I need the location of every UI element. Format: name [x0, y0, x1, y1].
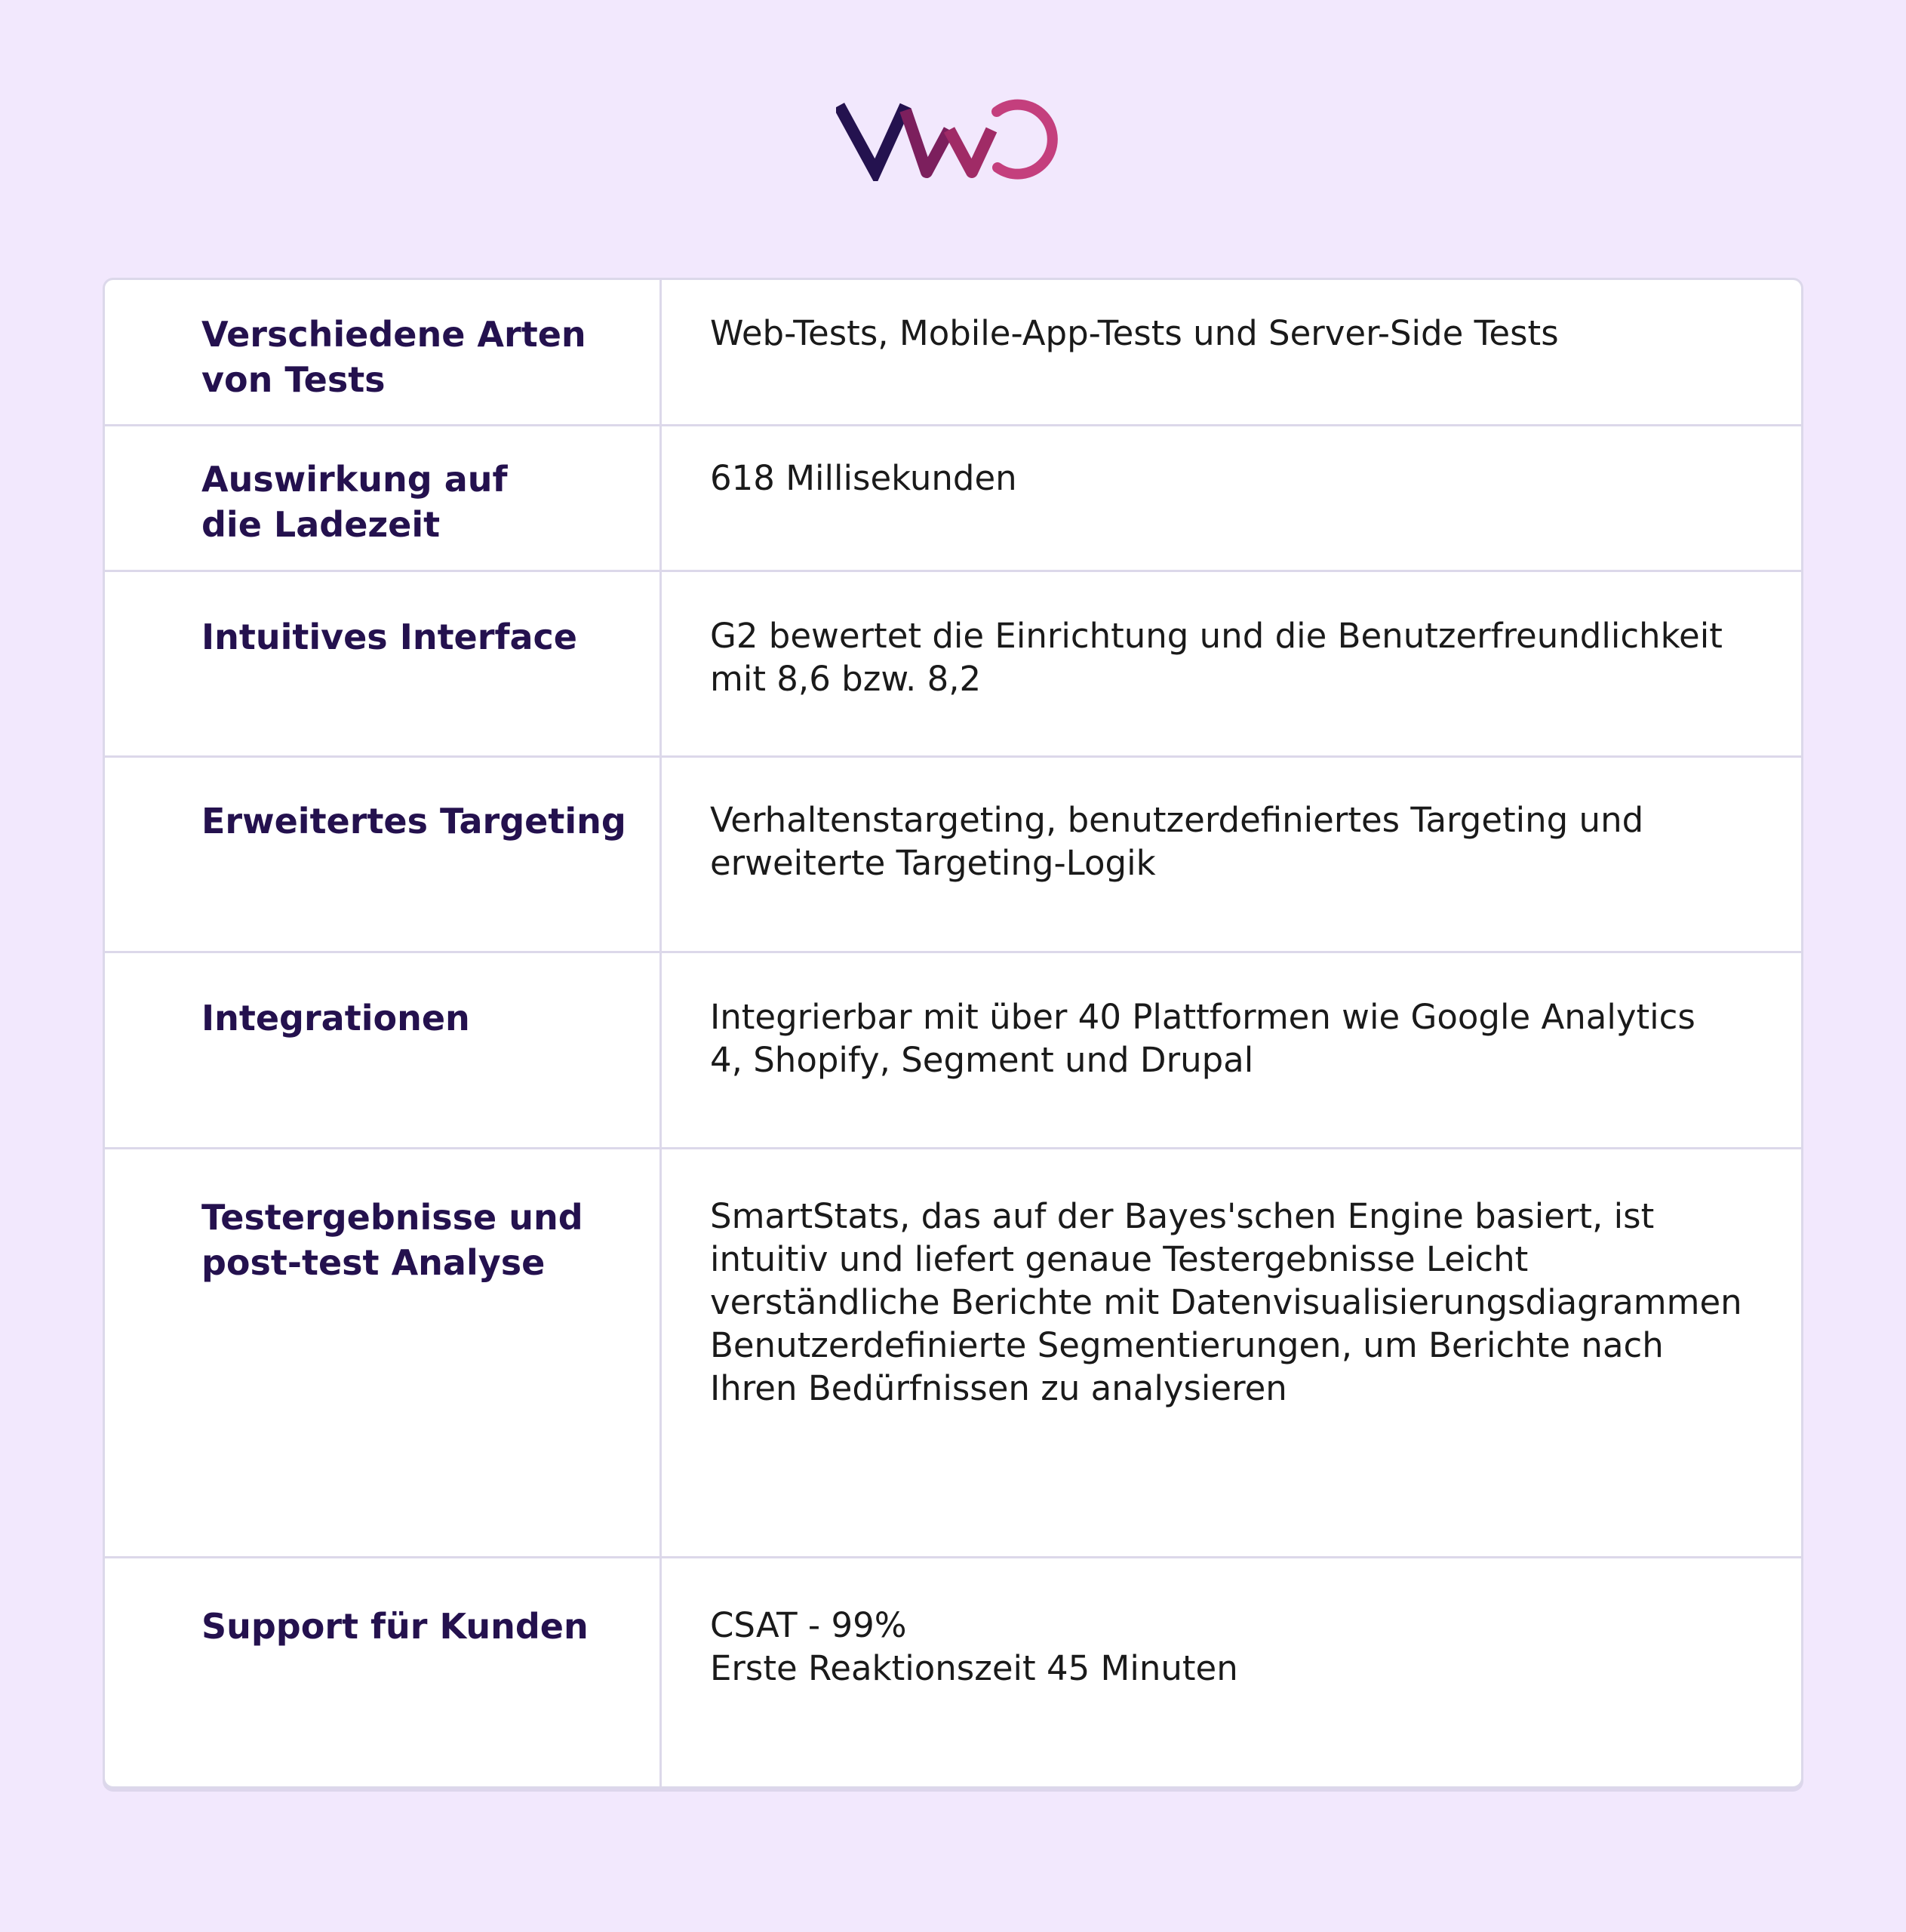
table-row — [105, 572, 1801, 758]
table-row — [105, 1149, 1801, 1558]
row-label: Auswirkung auf die Ladezeit — [201, 459, 508, 545]
row-value: Web-Tests, Mobile-App-Tests und Server-Side Tests — [710, 313, 1559, 353]
row-value: CSAT - 99% Erste Reaktionszeit 45 Minuten — [710, 1605, 1238, 1688]
row-value: G2 bewertet die Einrichtung und die Benutzerfreundlichkeit mit 8,6 bzw. 8,2 — [710, 616, 1723, 699]
table-row — [105, 1558, 1801, 1789]
row-value: 618 Millisekunden — [710, 458, 1017, 498]
row-label: Testergebnisse und post-test Analyse — [201, 1197, 583, 1283]
table-row — [105, 758, 1801, 953]
table-row — [105, 953, 1801, 1149]
row-label: Intuitives Interface — [201, 617, 577, 657]
row-label: Integrationen — [201, 998, 470, 1038]
table-row — [105, 426, 1801, 572]
row-label: Verschiedene Arten von Tests — [201, 314, 586, 400]
row-value: SmartStats, das auf der Bayes'schen Engine basiert, ist intuitiv und liefert genaue Testergebnisse Leicht verständliche Berichte mit Datenvisualisierungsdiagrammen Benutzerdefinierte Segmentierungen, um Berichte nach Ihren Bedürfnissen zu analysieren — [710, 1196, 1742, 1408]
row-value: Verhaltenstargeting, benutzerdefiniertes Targeting und erweiterte Targeting-Logik — [710, 800, 1644, 883]
row-label: Erweitertes Targeting — [201, 801, 626, 841]
row-label: Support für Kunden — [201, 1606, 589, 1647]
comparison-table — [103, 278, 1803, 1789]
row-value: Integrierbar mit über 40 Plattformen wie Google Analytics 4, Shopify, Segment und Drupal — [710, 997, 1695, 1080]
table-row — [105, 280, 1801, 426]
vwo-logo — [836, 98, 1070, 181]
